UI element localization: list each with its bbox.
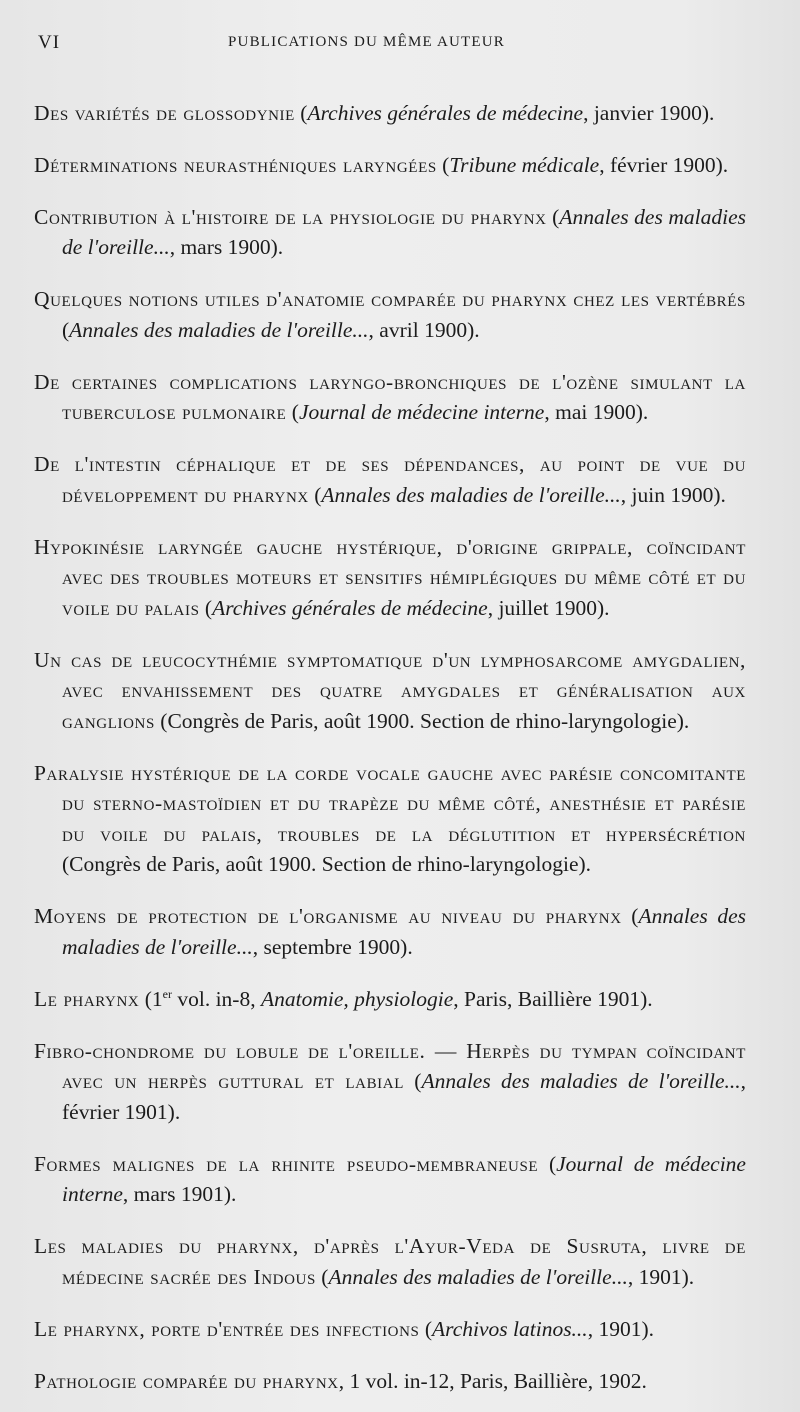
entry-title: Paralysie hystérique de la corde vocale gauche avec parésie concomitante du sterno-mastoïdien et du trapèze du même côté, anesthésie et parésie du voile du palais, troubles de la déglutition et hypersécrétion <box>34 760 746 846</box>
bibliography-entry <box>34 984 746 1015</box>
entry-pre: ( <box>294 100 308 125</box>
entry-post: , 1901). <box>587 1316 654 1341</box>
entry-journal: Journal de médecine interne <box>298 400 545 424</box>
bibliography-entry <box>34 1366 746 1397</box>
entry-journal: Annales des maladies de l'oreille... <box>421 1069 741 1093</box>
entry-title: Fibro-chondrome du lobule de l'oreille. — Herpès du tympan coïncidant avec un herpès guttural et labial <box>34 1038 746 1093</box>
entry-pre: ( <box>286 400 299 424</box>
entry-post: , avril 1900). <box>368 317 480 342</box>
entry-pre: ( <box>621 904 639 928</box>
entry-post: , février 1901). <box>62 1069 746 1124</box>
entry-title: Hypokinésie laryngée gauche hystérique, d'origine grippale, coïncidant avec des troubles moteurs et sensitifs hémiplégiques du même côté et du voile du palais <box>34 534 746 620</box>
entry-journal: Annales des maladies de l'oreille... <box>62 204 747 259</box>
entry-journal: Archives générales de médecine <box>307 100 584 125</box>
entry-title: Un cas de leucocythémie symptomatique d'un lymphosarcome amygdalien, avec envahissement des quatre amygdales et généralisation aux ganglions <box>34 647 746 733</box>
entry-pre: , 1 vol. in-12, Paris, Baillière, 1902. <box>338 1368 647 1393</box>
entry-journal: Annales des maladies de l'oreille... <box>62 904 746 959</box>
bibliography-entry <box>34 758 746 880</box>
entry-journal: Annales des maladies de l'oreille... <box>328 1264 628 1289</box>
entry-journal: Annales des maladies de l'oreille... <box>69 317 369 342</box>
entry-pre: ( <box>62 317 70 342</box>
entry-title: Le pharynx <box>34 986 140 1011</box>
entry-post: , février 1900). <box>599 152 729 177</box>
entry-title: Des variétés de glossodynie <box>34 100 295 125</box>
bibliography-entry <box>34 645 746 737</box>
entry-post: , juillet 1900). <box>487 595 610 620</box>
bibliography-entry <box>34 284 746 345</box>
entry-journal: Annales des maladies de l'oreille... <box>321 482 621 507</box>
entry-journal: Anatomie, physiologie <box>260 986 454 1011</box>
entry-superscript: er <box>162 986 172 1001</box>
entry-title: Déterminations neurasthéniques laryngées <box>34 152 437 177</box>
entry-pre: ( <box>538 1151 557 1176</box>
bibliography-entry <box>34 901 746 962</box>
bibliography-entry <box>34 1231 746 1292</box>
entry-pre: (Congrès de Paris, août 1900. Section de rhino-laryngologie). <box>154 708 690 733</box>
entry-pre: (1 <box>139 986 163 1011</box>
entry-title: Les maladies du pharynx, d'après l'Ayur-Veda de Susruta, livre de médecine sacrée des Indous <box>34 1234 746 1289</box>
entry-pre: ( <box>403 1069 422 1093</box>
entry-pre: ( <box>436 152 450 177</box>
entry-post: , 1901). <box>627 1264 695 1289</box>
entry-title: Formes malignes de la rhinite pseudo-membraneuse <box>34 1151 539 1176</box>
entry-pre: ( <box>315 1264 329 1289</box>
bibliography-entry <box>34 1314 746 1345</box>
entry-pre: ( <box>199 595 213 620</box>
entry-post: , septembre 1900). <box>252 934 413 959</box>
page-header <box>38 30 760 58</box>
bibliography-entry <box>34 98 746 129</box>
entry-journal: Archivos latinos... <box>432 1316 588 1341</box>
entry-journal: Tribune médicale <box>449 152 600 177</box>
entry-journal: Journal de médecine interne <box>62 1151 746 1206</box>
entry-journal: Archives générales de médecine <box>212 595 488 620</box>
bibliography-list <box>34 76 746 1406</box>
bibliography-entry <box>34 532 746 624</box>
bibliography-entry <box>34 150 746 181</box>
entry-post: , mars 1900). <box>169 235 284 259</box>
entry-pre: ( <box>419 1316 433 1341</box>
entry-pre: ( <box>308 482 322 507</box>
entry-post: , mai 1900). <box>544 400 649 424</box>
entry-title: Quelques notions utiles d'anatomie comparée du pharynx chez les vertébrés <box>34 287 746 311</box>
entry-pre-2: vol. in-8, <box>171 986 261 1011</box>
page-number: VI <box>38 32 61 53</box>
bibliography-entry <box>34 1149 746 1210</box>
entry-post: , mars 1901). <box>122 1182 237 1206</box>
bibliography-entry <box>34 1036 746 1128</box>
entry-pre: ( <box>546 204 560 229</box>
entry-post: , Paris, Baillière 1901). <box>453 986 653 1011</box>
entry-post: , janvier 1900). <box>583 100 715 125</box>
entry-title: De l'intestin céphalique et de ses dépendances, au point de vue du développement du pharynx <box>34 452 746 507</box>
entry-title: Contribution à l'histoire de la physiologie du pharynx <box>34 204 547 229</box>
bibliography-entry <box>34 367 746 428</box>
bibliography-entry <box>34 449 746 510</box>
bibliography-entry <box>34 202 746 263</box>
entry-pre: (Congrès de Paris, août 1900. Section de rhino-laryngologie). <box>62 852 592 876</box>
entry-post: , juin 1900). <box>620 482 726 507</box>
entry-title: Pathologie comparée du pharynx <box>34 1368 339 1393</box>
running-title: PUBLICATIONS DU MÊME AUTEUR <box>228 34 505 50</box>
entry-title: Le pharynx, porte d'entrée des infections <box>34 1316 420 1341</box>
entry-title: De certaines complications laryngo-bronchiques de l'ozène simulant la tuberculose pulmonaire <box>34 369 746 424</box>
entry-title: Moyens de protection de l'organisme au niveau du pharynx <box>34 904 622 928</box>
